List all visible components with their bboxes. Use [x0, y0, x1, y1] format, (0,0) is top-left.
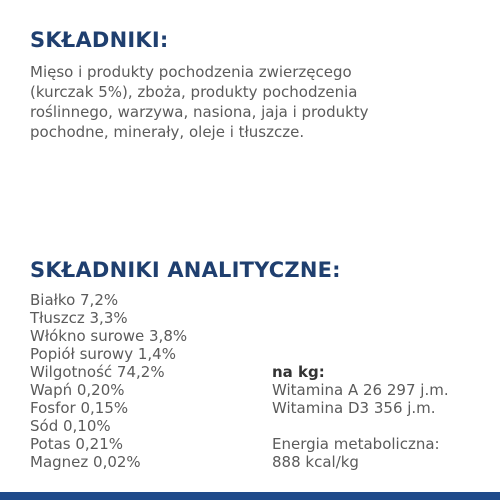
analytical-item-magnesium: Magnez 0,02%	[30, 453, 141, 471]
bottom-accent-bar	[0, 492, 500, 500]
energy-label: Energia metaboliczna:	[272, 435, 440, 453]
ingredients-text	[30, 62, 470, 142]
ingredients-heading: SKŁADNIKI:	[30, 28, 169, 52]
analytical-list	[30, 291, 187, 471]
analytical-heading: SKŁADNIKI ANALITYCZNE:	[30, 258, 341, 282]
per-kg-block	[272, 363, 449, 471]
per-kg-label: na kg:	[272, 363, 325, 381]
spacer	[272, 417, 449, 435]
ingredients-line: Mięso i produkty pochodzenia zwierzęcego	[30, 63, 352, 81]
analytical-item-sodium: Sód 0,10%	[30, 417, 111, 435]
ingredients-line: pochodne, minerały, oleje i tłuszcze.	[30, 123, 305, 141]
analytical-item-fibre: Włókno surowe 3,8%	[30, 327, 188, 345]
energy-value: 888 kcal/kg	[272, 453, 359, 471]
analytical-item-protein: Białko 7,2%	[30, 291, 119, 309]
ingredients-line: (kurczak 5%), zboża, produkty pochodzenia	[30, 83, 358, 101]
ingredients-line: roślinnego, warzywa, nasiona, jaja i produkty	[30, 103, 369, 121]
analytical-item-fat: Tłuszcz 3,3%	[30, 309, 128, 327]
analytical-item-ash: Popiół surowy 1,4%	[30, 345, 176, 363]
analytical-item-calcium: Wapń 0,20%	[30, 381, 125, 399]
analytical-item-phosphorus: Fosfor 0,15%	[30, 399, 129, 417]
analytical-item-moisture: Wilgotność 74,2%	[30, 363, 165, 381]
vitamin-a-value: Witamina A 26 297 j.m.	[272, 381, 449, 399]
vitamin-d3-value: Witamina D3 356 j.m.	[272, 399, 436, 417]
analytical-item-potassium: Potas 0,21%	[30, 435, 123, 453]
